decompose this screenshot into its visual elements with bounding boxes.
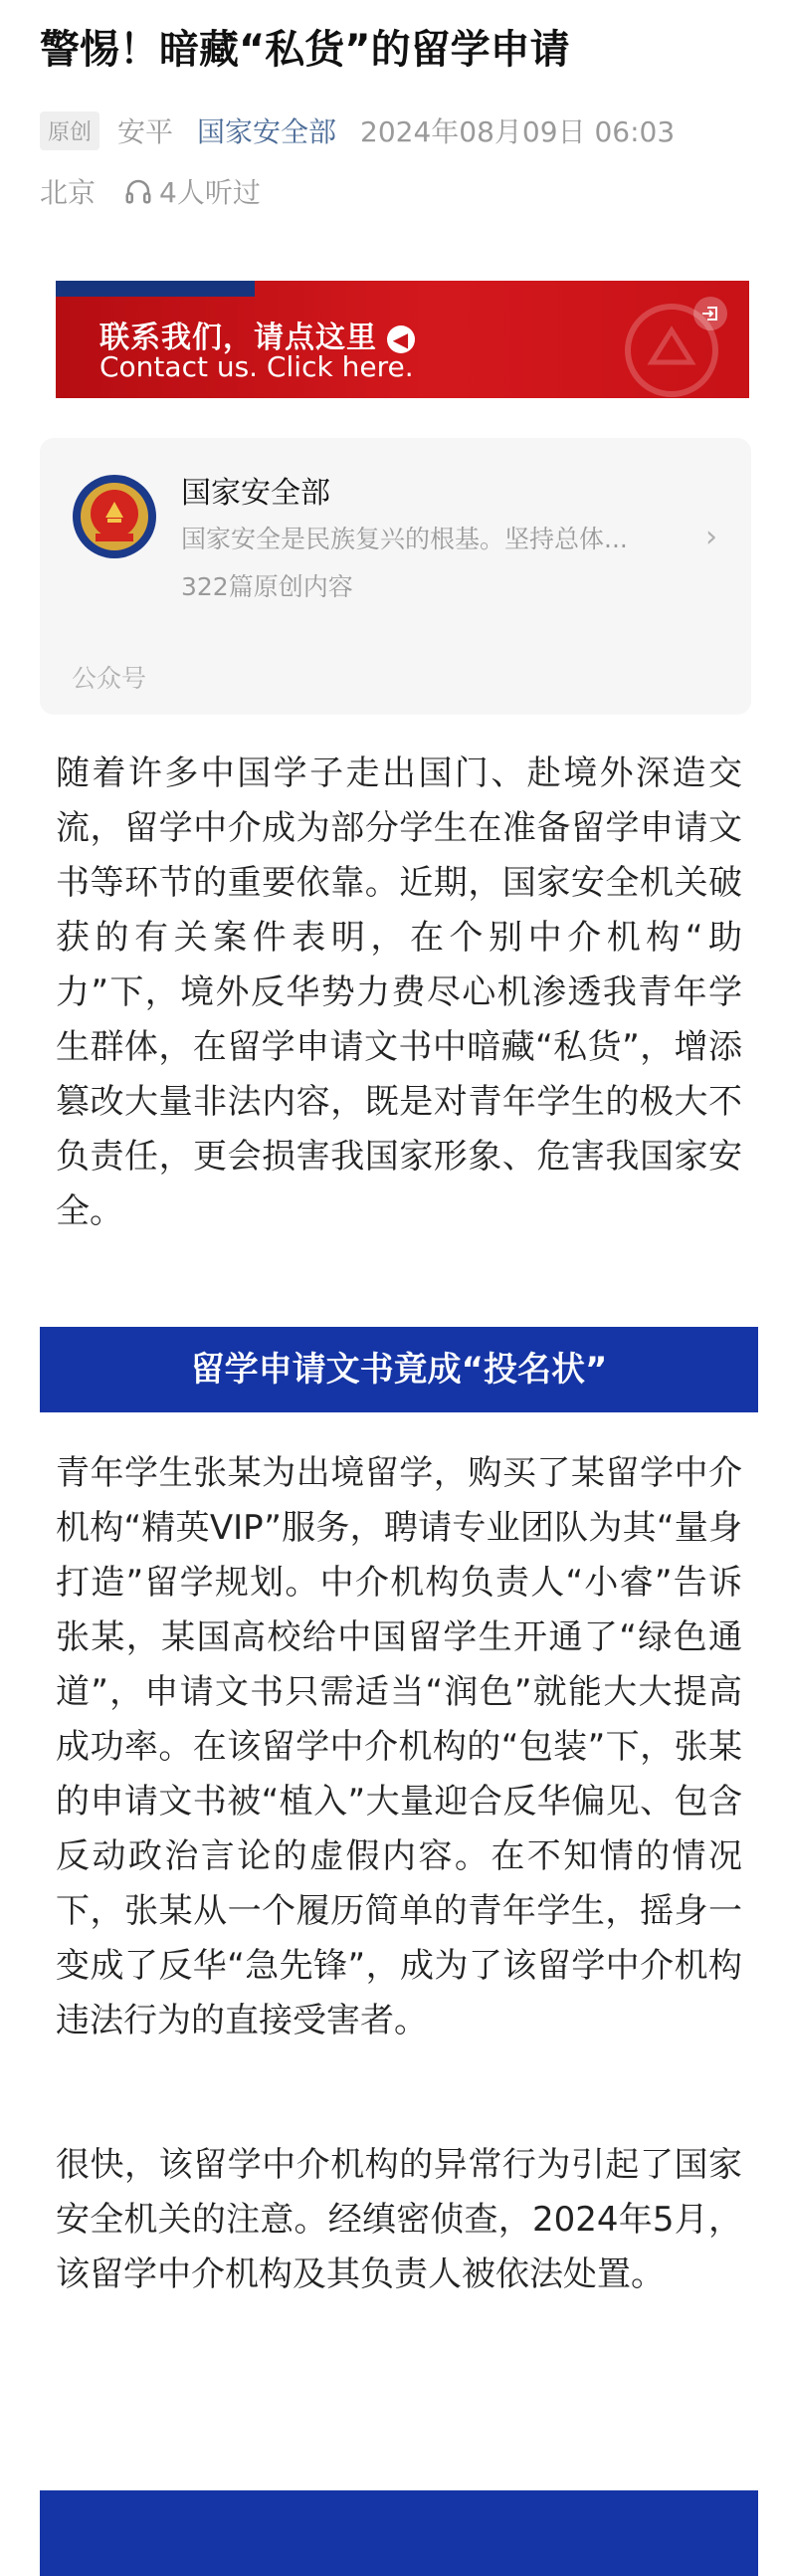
publish-datetime: 2024年08月09日 06:03 (360, 115, 676, 148)
article-count: 322篇原创内容 (181, 572, 353, 601)
ministry-emblem-icon (72, 474, 157, 559)
region-label: 北京 (40, 176, 97, 209)
contact-banner[interactable] (56, 281, 749, 398)
paragraph-outcome: 很快，该留学中介机构的异常行为引起了国家安全机关的注意。经缜密侦查，2024年5月，该留学中介机构及其负责人被依法处置。 (56, 2145, 742, 2294)
headphones-icon (123, 176, 153, 206)
banner-exit-icon[interactable] (693, 297, 727, 330)
account-card[interactable] (40, 438, 751, 715)
section-heading-cutoff (40, 2490, 758, 2576)
banner-title-text: 联系我们，请点这里 (99, 321, 377, 355)
account-type-label: 公众号 (72, 664, 147, 693)
paragraph-case: 青年学生张某为出境留学，购买了某留学中介机构“精英VIP”服务，聘请专业团队为其“量身打造”留学规划。中介机构负责人“小睿”告诉张某，某国高校给中国留学生开通了“绿色通道”，申请文书只需适当“润色”就能大大提高成功率。在该留学中介机构的“包装”下，张某的申请文书被“植入”大量迎合反华偏见、包含反动政治言论的虚假内容。在不知情的情况下，张某从一个履历简单的青年学生，摇身一变成了反华“急先锋”，成为了该留学中介机构违法行为的直接受害者。 (56, 1453, 742, 2040)
article-meta-secondary (40, 169, 261, 213)
listen-count: 4人听过 (159, 176, 261, 209)
account-description: 国家安全是民族复兴的根基。坚持总体... (181, 525, 628, 553)
banner-subtitle: Contact us. Click here. (99, 350, 414, 383)
arrow-left-icon: ◀ (387, 325, 415, 353)
account-name: 国家安全部 (181, 476, 330, 511)
original-badge: 原创 (40, 111, 99, 150)
account-link[interactable]: 国家安全部 (197, 115, 337, 148)
author-name: 安平 (117, 115, 174, 148)
article-meta (40, 107, 675, 153)
paragraph-intro: 随着许多中国学子走出国门、赴境外深造交流，留学中介成为部分学生在准备留学申请文书等环节的重要依靠。近期，国家安全机关破获的有关案件表明，在个别中介机构“助力”下，境外反华势力费尽心机渗透我青年学生群体，在留学申请文书中暗藏“私货”，增添篡改大量非法内容，既是对青年学生的极大不负责任，更会损害我国家形象、危害我国家安全。 (56, 753, 742, 1231)
chevron-right-icon: › (705, 520, 717, 554)
banner-accent-bar (56, 281, 255, 297)
section-heading: 留学申请文书竟成“投名状” (40, 1327, 758, 1412)
article-title: 警惕！暗藏“私货”的留学申请 (40, 27, 570, 73)
